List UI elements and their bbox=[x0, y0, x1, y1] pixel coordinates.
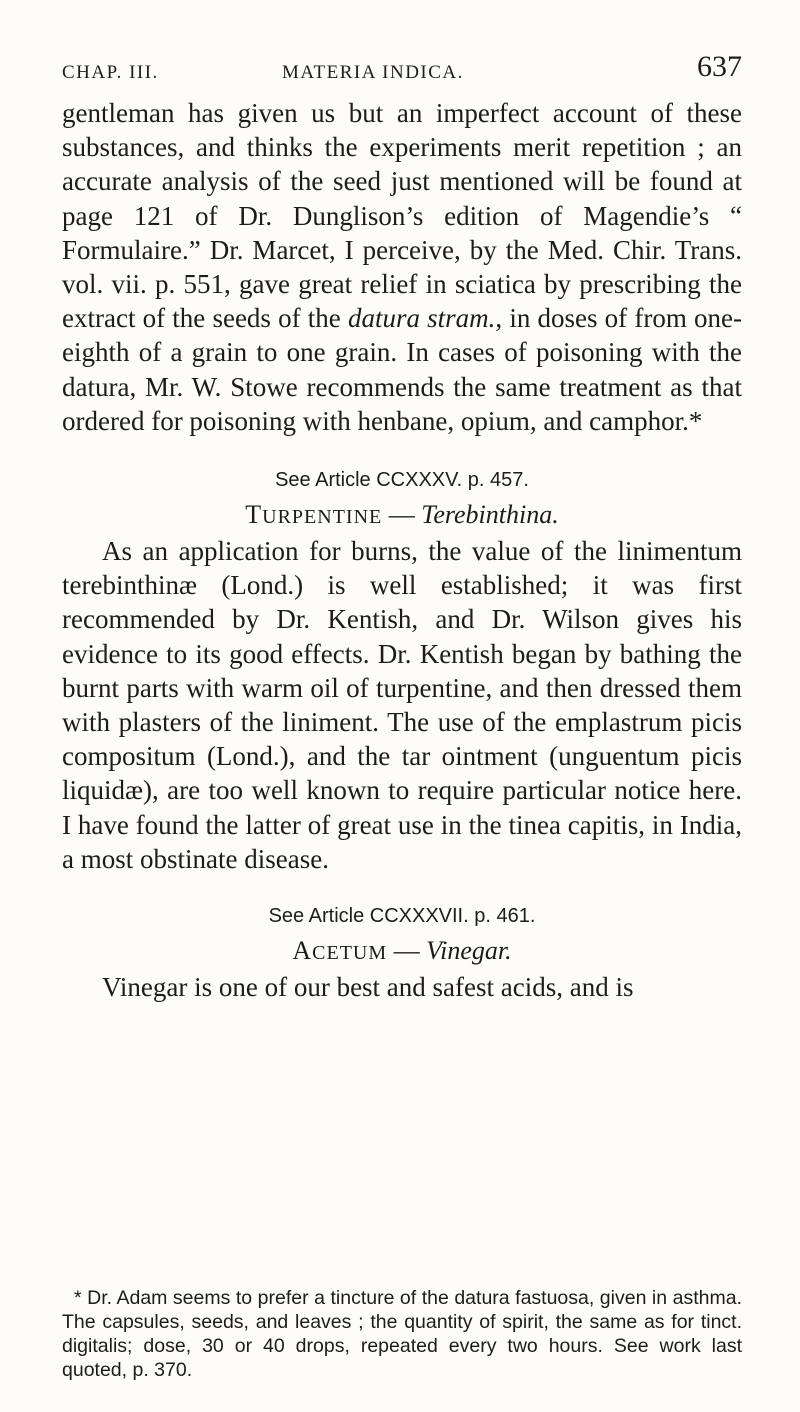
see-article-turpentine: See Article CCXXXV. p. 457. bbox=[275, 469, 529, 492]
turpentine-latin-name: Terebinthina. bbox=[421, 500, 559, 530]
section-heading-acetum bbox=[62, 934, 742, 970]
section-heading-turpentine bbox=[62, 498, 742, 534]
running-title: MATERIA INDICA. bbox=[282, 62, 464, 83]
acetum-heading-rest: CETUM bbox=[312, 942, 388, 965]
running-head bbox=[62, 50, 742, 90]
acetum-latin-name: Vinegar. bbox=[426, 936, 512, 966]
paragraph-turpentine: As an application for burns, the value of the linimentum terebinthinæ (Lond.) is well established; it was first recommended by Dr. Kentish, and Dr. Wilson gives his evidence to its good effects. Dr. Kentish began by bathing the burnt parts with warm oil of turpentine, and then dressed them with plasters of the liniment. The use of the emplastrum picis compositum (Lond.), and the tar ointment (unguentum picis liquidæ), are too well known to require particular notice here. I have found the latter of great use in the tinea capitis, in India, a most obstinate disease. bbox=[62, 536, 742, 874]
paragraph-datura bbox=[62, 96, 742, 438]
turpentine-heading-dash: — bbox=[382, 500, 422, 530]
page-number: 637 bbox=[697, 50, 742, 83]
main-text bbox=[62, 96, 742, 1004]
turpentine-heading-initial: T bbox=[245, 500, 263, 530]
paragraph-datura-text-b: , in doses of from one-eighth of a grain to one grain. In cases of poisoning with the datura, Mr. W. Stowe recommends the same treatment as that ordered for poisoning with henbane, opium, and camphor.* bbox=[62, 303, 742, 436]
turpentine-heading-rest: URPENTINE bbox=[262, 506, 383, 529]
footnote-text: * Dr. Adam seems to prefer a tincture of the datura fastuosa, given in asthma. The capsules, seeds, and leaves ; the quantity of spirit, the same as for tinct. digitalis; dose, 30 or 40 drops, repeated every two hours. See work last quoted, p. 370. bbox=[62, 1287, 742, 1381]
datura-stram-italic: datura stram. bbox=[347, 303, 496, 334]
acetum-heading-initial: A bbox=[292, 936, 313, 966]
paragraph-vinegar: Vinegar is one of our best and safest acids, and is bbox=[102, 972, 634, 1003]
chapter-label: CHAP. III. bbox=[62, 62, 159, 83]
see-article-acetum: See Article CCXXXVII. p. 461. bbox=[268, 905, 536, 928]
acetum-heading-dash: — bbox=[387, 936, 427, 966]
footnote bbox=[62, 1286, 742, 1382]
paragraph-datura-text-a: gentleman has given us but an imperfect account of these substances, and thinks the experiments merit repetition ; an accurate analysis of the seed just mentioned will be found at page 121 of Dr. Dunglison’s edition of Magendie’s “ Formulaire.” Dr. Marcet, I perceive, by the Med. Chir. Trans. vol. vii. p. 551, gave great relief in sciatica by prescribing the extract of the seeds of the bbox=[62, 98, 742, 334]
